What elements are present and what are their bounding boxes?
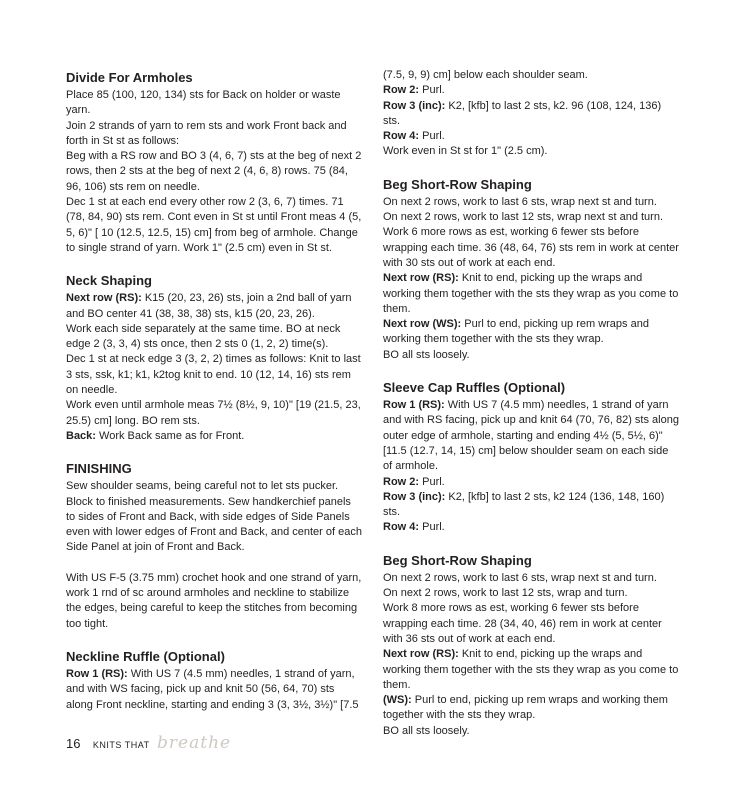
row-label: Next row (RS): bbox=[383, 272, 459, 285]
row-label: Row 1 (RS): bbox=[383, 399, 445, 412]
section-finishing bbox=[66, 460, 363, 632]
paragraph: Join 2 strands of yarn to rem sts and work Front back and forth in St st as follows: bbox=[66, 119, 347, 147]
section-heading: Beg Short-Row Shaping bbox=[383, 176, 532, 192]
paragraph bbox=[66, 667, 363, 713]
paragraph: (7.5, 9, 9) cm] below each shoulder seam. bbox=[383, 69, 588, 81]
row-label: Next row (RS): bbox=[383, 648, 459, 661]
paragraph: Beg with a RS row and BO 3 (4, 6, 7) sts at the beg of next 2 rows, then 2 sts at the beg of next 2 (4, 6, 8) rows. 75 (84, 96, 106) sts rem on needle. bbox=[66, 150, 362, 193]
paragraph: BO all sts loosely. bbox=[383, 348, 470, 361]
row-text: K2, [kfb] to last 2 sts, k2. 96 (108, 124, 136) sts. bbox=[383, 99, 662, 127]
paragraph: BO all sts loosely. bbox=[383, 724, 470, 737]
section-sleeve-cap-ruffles bbox=[383, 379, 680, 536]
paragraph bbox=[383, 271, 680, 317]
paragraph bbox=[383, 317, 680, 348]
row-text: With US 7 (4.5 mm) needles, 1 strand of yarn and with RS facing, pick up and knit 64 (70, 76, 82) sts along outer edge of armhole, starting and ending 4½ (5, 5½, 6)" [11.5 (12.7, 14, 15) cm] below shoulder seam on each side of armhole. bbox=[383, 399, 679, 473]
row-text: K15 (20, 23, 26) sts, join a 2nd ball of yarn and BO center 41 (38, 38, 38) sts, k15 (20, 23, 26). bbox=[66, 292, 352, 320]
paragraph bbox=[66, 291, 363, 322]
section-short-row-shaping-1 bbox=[383, 176, 680, 363]
paragraph: On next 2 rows, work to last 12 sts, wrap next st and turn. bbox=[383, 211, 664, 224]
section-heading: Divide For Armholes bbox=[66, 70, 193, 85]
row-text: Purl. bbox=[419, 475, 445, 488]
paragraph: Work each side separately at the same time. BO at neck edge 2 (3, 3, 4) sts once, then 2 sts 0 (1, 2, 2) time(s). bbox=[66, 322, 341, 351]
row-label: Row 2: bbox=[383, 84, 420, 97]
paragraph bbox=[383, 520, 680, 535]
section-heading: FINISHING bbox=[66, 461, 132, 477]
right-column bbox=[383, 68, 680, 755]
paragraph bbox=[383, 475, 680, 490]
row-text: Purl. bbox=[419, 130, 445, 143]
paragraph: Dec 1 st at each end every other row 2 (3, 6, 7) times. 71 (78, 84, 90) sts rem. Cont even in St st until Front meas 4 (5, 5, 6)" [ 10 (12.5, 12.5, 15) cm] from beg of armhole. Change to single strand of yarn. Work 1" (2.5 cm) even in St st. bbox=[66, 196, 362, 254]
paragraph: Work even until armhole meas 7½ (8½, 9, 10)" [19 (21.5, 23, 25.5) cm] long. BO rem sts. bbox=[66, 399, 361, 427]
paragraph: Work 6 more rows as est, working 6 fewer sts before wrapping each time. 36 (48, 64, 76) sts rem in work at center with 30 sts out of work at each end. bbox=[383, 226, 679, 269]
row-label: (WS): bbox=[383, 694, 412, 707]
row-label: Row 3 (inc): bbox=[383, 490, 446, 503]
book-title: KNITS THAT bbox=[92, 740, 150, 750]
paragraph bbox=[383, 129, 680, 144]
row-text: Work Back same as for Front. bbox=[95, 429, 245, 442]
row-label: Row 2: bbox=[383, 475, 420, 488]
row-label: Row 1 (RS): bbox=[66, 667, 128, 680]
paragraph: On next 2 rows, work to last 6 sts, wrap next st and turn. bbox=[383, 195, 657, 208]
row-label: Row 4: bbox=[383, 130, 420, 143]
section-short-row-shaping-2 bbox=[383, 552, 680, 739]
section-heading: Neck Shaping bbox=[66, 273, 152, 289]
left-column bbox=[66, 69, 363, 729]
paragraph: Sew shoulder seams, being careful not to let sts pucker. Block to finished measurements. Sew handkerchief panels to sides of Front and Back, with side edges of Side Panels even with lower edges of Front and Back, and center of each Side Panel at join of Front and Back. bbox=[66, 480, 362, 554]
page-footer bbox=[66, 733, 231, 753]
page-number: 16 bbox=[66, 736, 81, 751]
row-text: Knit to end, picking up the wraps and working them together with the sts they wrap as you come to them. bbox=[383, 272, 679, 315]
paragraph bbox=[383, 693, 680, 724]
row-text: Purl to end, picking up rem wraps and working them together with the sts they wrap. bbox=[383, 318, 649, 346]
paragraph: Dec 1 st at neck edge 3 (3, 2, 2) times as follows: Knit to last 3 sts, ssk, k1; k1, k2tog knit to end. 10 (12, 14, 16) sts rem on needle. bbox=[66, 353, 361, 397]
paragraph bbox=[66, 429, 363, 444]
paragraph: Work even in St st for 1" (2.5 cm). bbox=[383, 145, 548, 158]
paragraph bbox=[383, 647, 680, 693]
paragraph bbox=[383, 490, 680, 521]
row-label: Row 3 (inc): bbox=[383, 99, 446, 112]
section-heading: Neckline Ruffle (Optional) bbox=[66, 648, 225, 664]
row-label: Back: bbox=[66, 429, 96, 442]
section-neckline-ruffle bbox=[66, 648, 363, 713]
row-label: Row 4: bbox=[383, 521, 420, 534]
book-title-script: breathe bbox=[157, 733, 232, 753]
section-heading: Beg Short-Row Shaping bbox=[383, 552, 532, 568]
row-label: Next row (WS): bbox=[383, 318, 462, 331]
row-text: Purl to end, picking up rem wraps and working them together with the sts they wrap. bbox=[383, 694, 668, 722]
paragraph: Work 8 more rows as est, working 6 fewer sts before wrapping each time. 28 (34, 40, 46) rem in work at center with 36 sts out of work at each end. bbox=[383, 602, 662, 645]
row-text: With US 7 (4.5 mm) needles, 1 strand of yarn, and with WS facing, pick up and knit 50 (56, 64, 70) sts along Front neckline, starting and ending 3 (3, 3½, 3½)" [7.5 bbox=[66, 667, 359, 711]
paragraph: With US F-5 (3.75 mm) crochet hook and one strand of yarn, work 1 rnd of sc around armholes and neckline to stabilize the edges, being careful to keep the stitches from becoming too tight. bbox=[66, 571, 362, 630]
section-neck-shaping bbox=[66, 272, 363, 444]
section-ruffle-continued bbox=[383, 68, 680, 160]
row-text: Purl. bbox=[419, 521, 445, 534]
section-heading: Sleeve Cap Ruffles (Optional) bbox=[383, 380, 566, 396]
paragraph: On next 2 rows, work to last 12 sts, wrap and turn. bbox=[383, 587, 628, 600]
paragraph-gap bbox=[66, 556, 363, 571]
paragraph bbox=[383, 398, 680, 474]
row-text: K2, [kfb] to last 2 sts, k2 124 (136, 148, 160) sts. bbox=[383, 490, 665, 519]
paragraph: Place 85 (100, 120, 134) sts for Back on holder or waste yarn. bbox=[66, 89, 341, 117]
paragraph bbox=[383, 83, 680, 98]
paragraph: On next 2 rows, work to last 6 sts, wrap next st and turn. bbox=[383, 571, 657, 584]
row-text: Knit to end, picking up the wraps and working them together with the sts they wrap as you come to them. bbox=[383, 648, 679, 691]
section-divide-armholes bbox=[66, 69, 363, 256]
row-label: Next row (RS): bbox=[66, 292, 142, 305]
paragraph bbox=[383, 99, 680, 130]
row-text: Purl. bbox=[419, 84, 445, 97]
